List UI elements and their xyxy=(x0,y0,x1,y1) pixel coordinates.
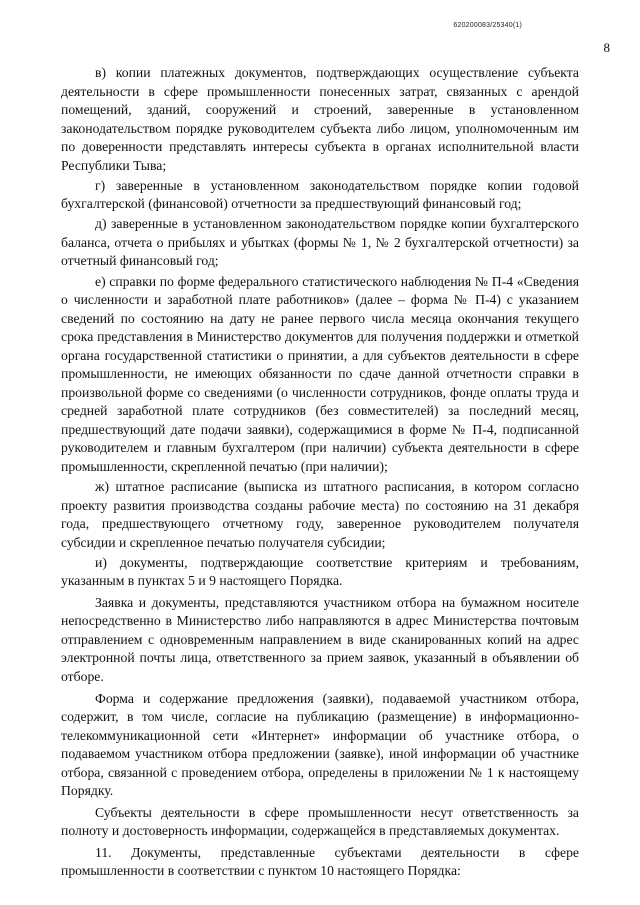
paragraph-item-e: е) справки по форме федерального статистического наблюдения № П-4 «Сведения о численности и заработной плате работников» (далее – форма № П-4) с указанием сведений по состоянию на дату не ранее первого числа месяца окончания текущего срока представления в Министерство документов для получения поддержки и отметкой органа государственной статистики о принятии, а для субъектов деятельности в сфере промышленности, не имеющих обязанности по сдаче данной отчетности справки в произвольной форме со сведениями (о численности сотрудников, фонде оплаты труда и средней заработной плате сотрудников (без совместителей) за последний месяц, предшествующий дате подачи заявки), содержащимися в форме № П-4, подписанной руководителем и главным бухгалтером (при наличии) субъекта деятельности в сфере промышленности, скрепленной печатью (при наличии); xyxy=(61,273,579,474)
paragraph-item-d: д) заверенные в установленном законодательством порядке копии бухгалтерского баланса, отчета о прибылях и убытках (формы № 1, № 2 бухгалтерской отчетности) за отчетный финансовый год; xyxy=(61,216,579,269)
document-body xyxy=(61,64,579,883)
document-id: 620200083/25340(1) xyxy=(453,22,522,29)
paragraph-item-v: в) копии платежных документов, подтверждающих осуществление субъекта деятельности в сфере промышленности понесенных затрат, связанных с арендой помещений, зданий, сооружений и строений, заверенные в установленном законодательством порядке руководителем субъекта либо лицом, уполномоченным им по доверенности представлять интересы субъекта в органах исполнительной власти Республики Тыва; xyxy=(61,65,579,173)
page-number: 8 xyxy=(603,40,610,55)
paragraph-item-zh: ж) штатное расписание (выписка из штатного расписания, в котором согласно проекту развития производства созданы рабочие места) по состоянию на 31 декабря года, предшествующего отчетному году, заверенное руководителем получателя субсидии и скрепленное печатью получателя субсидии; xyxy=(61,479,579,550)
paragraph-item-g: г) заверенные в установленном законодательством порядке копии годовой бухгалтерской (финансовой) отчетности за предшествующий финансовый год; xyxy=(61,177,579,212)
paragraph-form-content: Форма и содержание предложения (заявки), подаваемой участником отбора, содержит, в том числе, согласие на публикацию (размещение) в информационно-телекоммуникационной сети «Интернет» информации об участнике отбора, о подаваемом участником отбора предложении (заявке), иной информации об участнике отбора, связанной с проведением отбора, определены в приложении № 1 к настоящему Порядку. xyxy=(61,690,579,799)
paragraph-submission: Заявка и документы, представляются участником отбора на бумажном носителе непосредственно в Министерство либо направляются в адрес Министерства почтовым отправлением с одновременным направлением в виде сканированных копий на адрес электронной почты лица, ответственного за прием заявок, указанный в объявлении об отборе. xyxy=(61,594,579,684)
paragraph-section-11: 11. Документы, представленные субъектами деятельности в сфере промышленности в соответствии с пунктом 10 настоящего Порядка: xyxy=(61,844,579,879)
paragraph-responsibility: Субъекты деятельности в сфере промышленности несут ответственность за полноту и достоверность информации, содержащейся в представляемых документах. xyxy=(61,804,579,839)
paragraph-item-i: и) документы, подтверждающие соответствие критериям и требованиям, указанным в пунктах 5 и 9 настоящего Порядка. xyxy=(61,554,579,589)
